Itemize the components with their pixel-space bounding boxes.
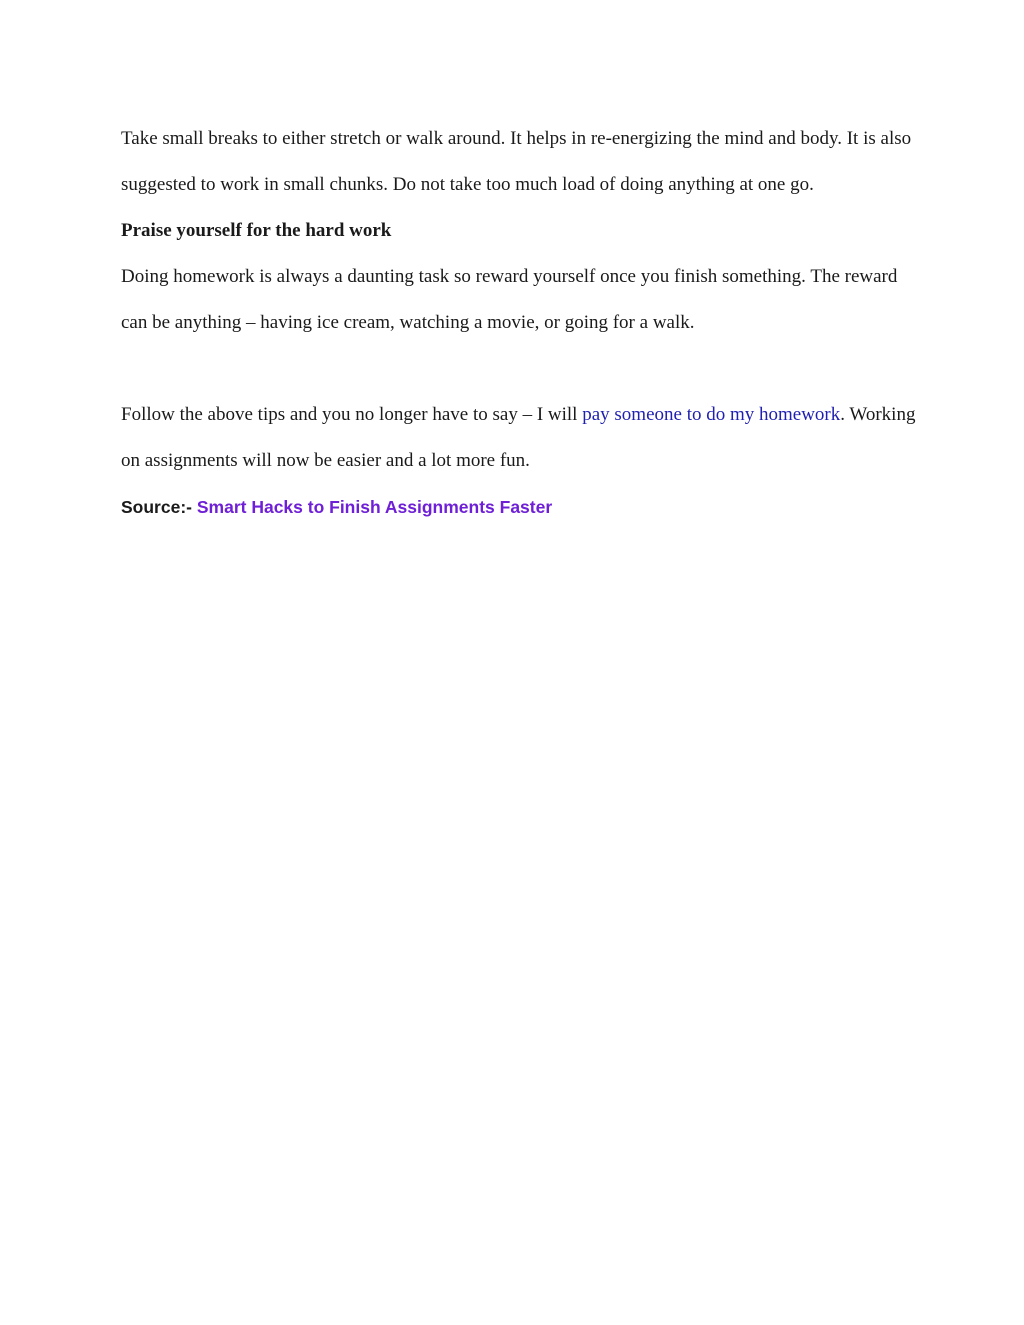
paragraph-follow-tips [121,392,921,484]
paragraph-follow-tips-text-before: Follow the above tips and you no longer have to say – I will [121,404,583,425]
pay-someone-homework-link[interactable]: pay someone to do my homework [582,404,841,425]
paragraph-reward-yourself: Doing homework is always a daunting task so reward yourself once you finish something. The reward can be anything – having ice cream, watching a movie, or going for a walk. [121,266,898,333]
paragraph-take-breaks: Take small breaks to either stretch or walk around. It helps in re-energizing the mind and body. It is also suggested to work in small chunks. Do not take too much load of doing anything at one go. [121,128,912,195]
paragraph-spacer [121,346,921,392]
section-heading-praise-yourself: Praise yourself for the hard work [121,220,392,241]
paragraph-follow-tips-text-after: . Working on assignments will now be easier and a lot more fun. [121,404,916,471]
source-label: Source:- [121,497,197,517]
source-article-link[interactable]: Smart Hacks to Finish Assignments Faster [196,497,553,517]
document-body [121,116,921,530]
source-line [121,484,921,530]
